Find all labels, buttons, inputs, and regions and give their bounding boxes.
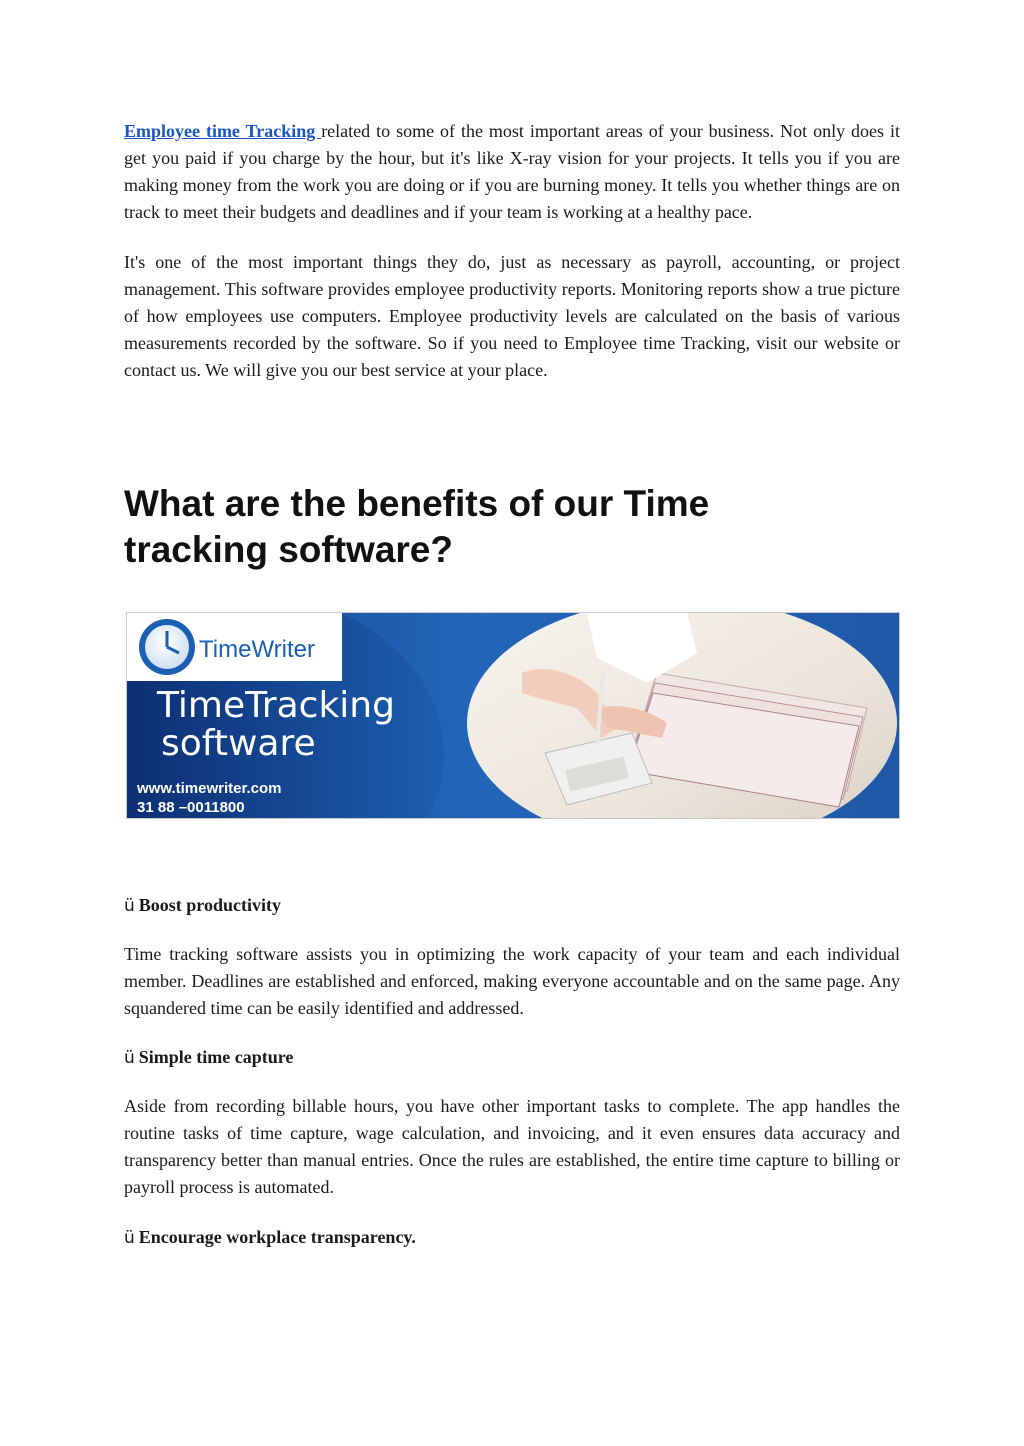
benefit-body: Time tracking software assists you in optimizing the work capacity of your team and each individual member. Deadlines are established and enforced, making everyone accountable and on the same page. Any squandered time can be easily identified and addressed. xyxy=(124,944,900,1018)
checkmark-icon: ü xyxy=(124,1228,135,1248)
banner-headline-line-1: TimeTracking xyxy=(157,685,395,726)
intro-paragraph-1-text: related to some of the most important areas of your business. Not only does it get you paid if you charge by the hour, but it's like X-ray vision for your projects. It tells you if you are making money from the work you are doing or if you are burning money. It tells you whether things are on track to meet their budgets and deadlines and if your team is working at a healthy pace. xyxy=(124,121,900,222)
benefit-title-text: Simple time capture xyxy=(138,1047,294,1067)
banner-brand: TimeWriter xyxy=(199,636,315,663)
checkmark-icon: ü xyxy=(124,896,135,916)
banner-website: www.timewriter.com xyxy=(137,780,282,797)
benefit-title xyxy=(124,1224,900,1252)
checkmark-icon: ü xyxy=(124,1048,135,1068)
intro-paragraph-1 xyxy=(124,118,900,226)
intro-paragraph-2: It's one of the most important things they do, just as necessary as payroll, accounting, or project management. This software provides employee productivity reports. Monitoring reports show a true picture of how employees use computers. Employee productivity levels are calculated on the basis of various measurements recorded by the software. So if you need to Employee time Tracking, visit our website or contact us. We will give you our best service at your place. xyxy=(124,252,900,380)
benefit-simple-time-capture xyxy=(124,1044,900,1201)
section-heading: What are the benefits of our Time tracking software? xyxy=(124,483,710,570)
benefit-body: Aside from recording billable hours, you have other important tasks to complete. The app handles the routine tasks of time capture, wage calculation, and invoicing, and it even ensures data accuracy and transparency better than manual entries. Once the rules are established, the entire time capture to billing or payroll process is automated. xyxy=(124,1096,900,1197)
banner-headline-line-2: software xyxy=(161,723,316,764)
clock-logo-icon xyxy=(139,619,195,675)
banner-phone: 31 88 –0011800 xyxy=(137,799,245,816)
timewriter-banner-image xyxy=(126,612,900,819)
benefit-title xyxy=(124,1044,900,1072)
employee-time-tracking-link[interactable]: Employee time Tracking xyxy=(124,121,322,141)
benefit-encourage-transparency xyxy=(124,1224,900,1252)
benefit-title-text: Boost productivity xyxy=(138,895,281,915)
benefit-boost-productivity xyxy=(124,892,900,1022)
benefit-title-text: Encourage workplace transparency. xyxy=(138,1227,416,1247)
document-page xyxy=(124,118,900,384)
benefit-title xyxy=(124,892,900,920)
